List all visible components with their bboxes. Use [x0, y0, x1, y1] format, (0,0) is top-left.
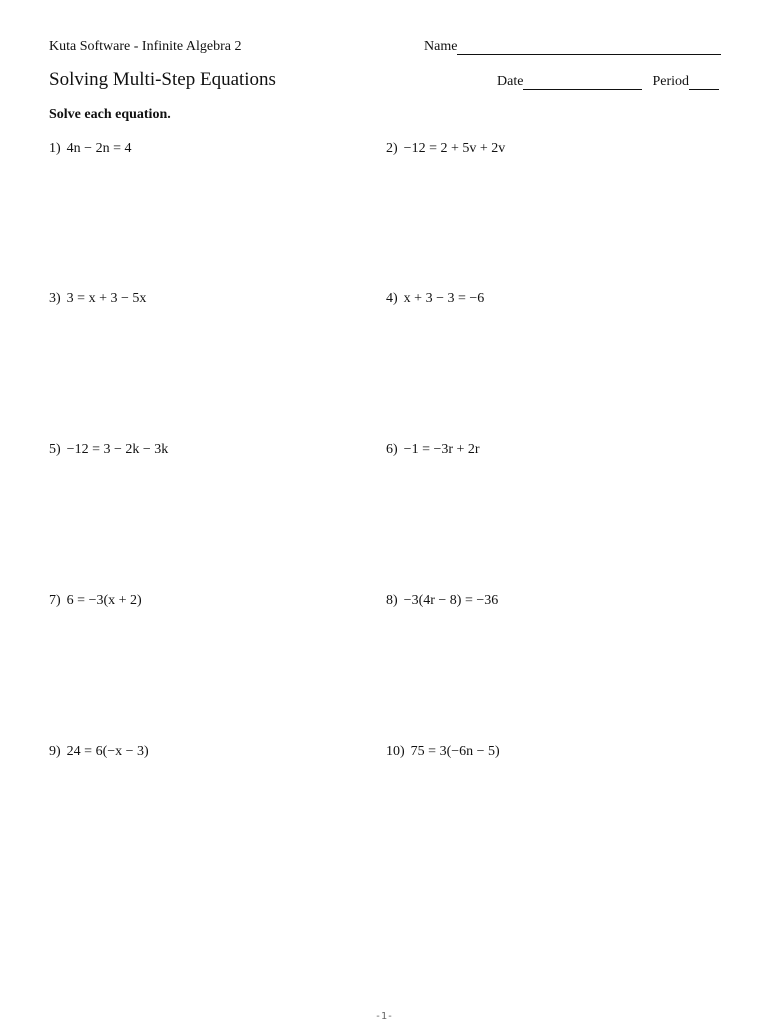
problem-number: 7): [49, 593, 61, 608]
name-field[interactable]: [424, 39, 721, 55]
problem-equation: 3 = x + 3 − 5x: [66, 291, 147, 306]
problem-equation: 4n − 2n = 4: [66, 141, 132, 156]
problem-4: [386, 291, 484, 307]
date-label: Date: [497, 74, 524, 89]
problem-number: 6): [386, 442, 398, 457]
problem-equation: −12 = 2 + 5v + 2v: [403, 141, 506, 156]
problem-equation: 24 = 6(−x − 3): [66, 744, 149, 759]
date-blank[interactable]: [523, 77, 642, 90]
problem-equation: 75 = 3(−6n − 5): [410, 744, 500, 759]
problem-10: [386, 744, 500, 760]
problem-equation: −12 = 3 − 2k − 3k: [66, 442, 169, 457]
problem-number: 10): [386, 744, 405, 759]
period-label: Period: [652, 74, 689, 89]
problem-equation: −1 = −3r + 2r: [403, 442, 480, 457]
problem-number: 3): [49, 291, 61, 306]
problem-2: [386, 141, 505, 157]
problem-number: 4): [386, 291, 398, 306]
problem-number: 8): [386, 593, 398, 608]
problem-3: [49, 291, 146, 307]
problem-5: [49, 442, 168, 458]
problem-number: 5): [49, 442, 61, 457]
name-blank[interactable]: [457, 42, 721, 55]
problem-equation: x + 3 − 3 = −6: [403, 291, 485, 306]
worksheet-title: Solving Multi-Step Equations: [49, 69, 276, 90]
problem-equation: 6 = −3(x + 2): [66, 593, 142, 608]
date-period-fields: [497, 74, 719, 90]
problem-number: 1): [49, 141, 61, 156]
instructions: Solve each equation.: [49, 107, 171, 122]
period-blank[interactable]: [689, 77, 719, 90]
problem-8: [386, 593, 498, 609]
problem-9: [49, 744, 149, 760]
problem-number: 9): [49, 744, 61, 759]
name-label: Name: [424, 39, 458, 54]
problem-7: [49, 593, 142, 609]
page-number: -1-: [374, 1011, 394, 1022]
problem-equation: −3(4r − 8) = −36: [403, 593, 499, 608]
problem-number: 2): [386, 141, 398, 156]
problem-6: [386, 442, 480, 458]
publisher-line: Kuta Software - Infinite Algebra 2: [49, 39, 242, 54]
problem-1: [49, 141, 131, 157]
